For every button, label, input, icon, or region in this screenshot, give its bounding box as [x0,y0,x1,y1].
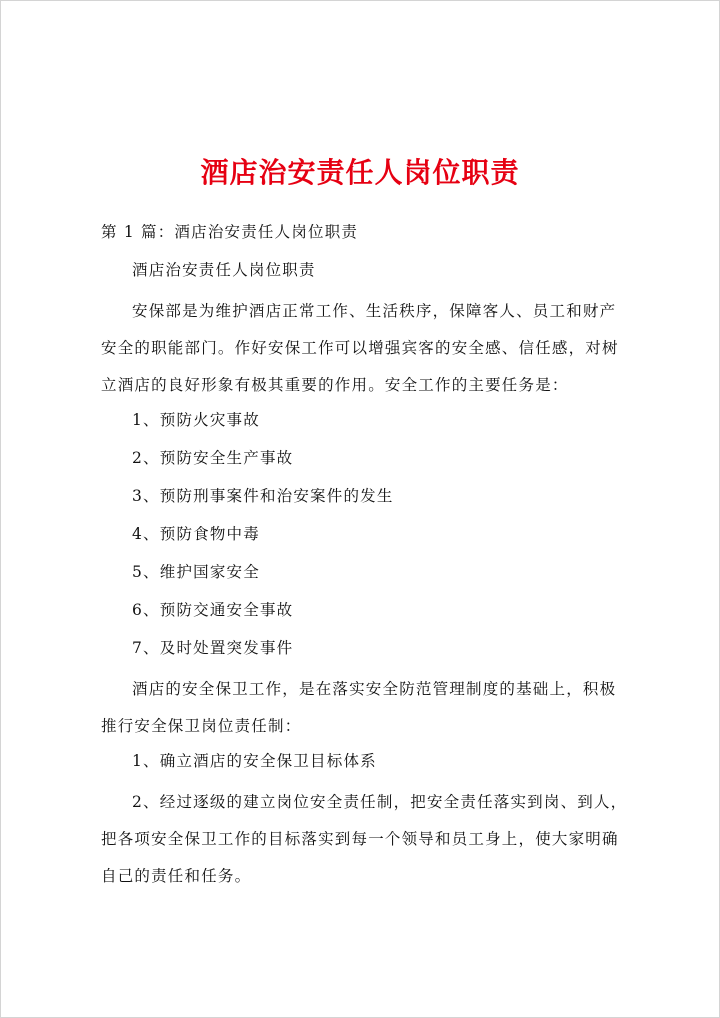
measure-item: 2、经过逐级的建立岗位安全责任制，把安全责任落实到岗、到人，把各项安全保卫工作的目标落实到每一个领导和员工身上，使大家明确自己的责任和任务。 [101,793,628,885]
document-body [101,217,631,896]
measure-item: 1、确立酒店的安全保卫目标体系 [132,752,377,770]
section-subtitle: 酒店治安责任人岗位职责 [132,261,316,279]
task-item: 6、预防交通安全事故 [132,601,294,619]
task-item: 1、预防火灾事故 [132,411,260,429]
section-heading: 第 1 篇：酒店治安责任人岗位职责 [101,223,359,241]
task-item: 7、及时处置突发事件 [132,639,294,657]
intro-paragraph: 安保部是为维护酒店正常工作、生活秩序，保障客人、员工和财产安全的职能部门。作好安保工作可以增强宾客的安全感、信任感，对树立酒店的良好形象有极其重要的作用。安全工作的主要任务是： [101,302,619,394]
task-item: 4、预防食物中毒 [132,525,260,543]
responsibility-paragraph: 酒店的安全保卫工作，是在落实安全防范管理制度的基础上，积极推行安全保卫岗位责任制： [101,680,617,735]
task-item: 3、预防刑事案件和治安案件的发生 [132,487,394,505]
task-item: 2、预防安全生产事故 [132,449,294,467]
document-title: 酒店治安责任人岗位职责 [200,156,520,189]
task-item: 5、维护国家安全 [132,563,260,581]
